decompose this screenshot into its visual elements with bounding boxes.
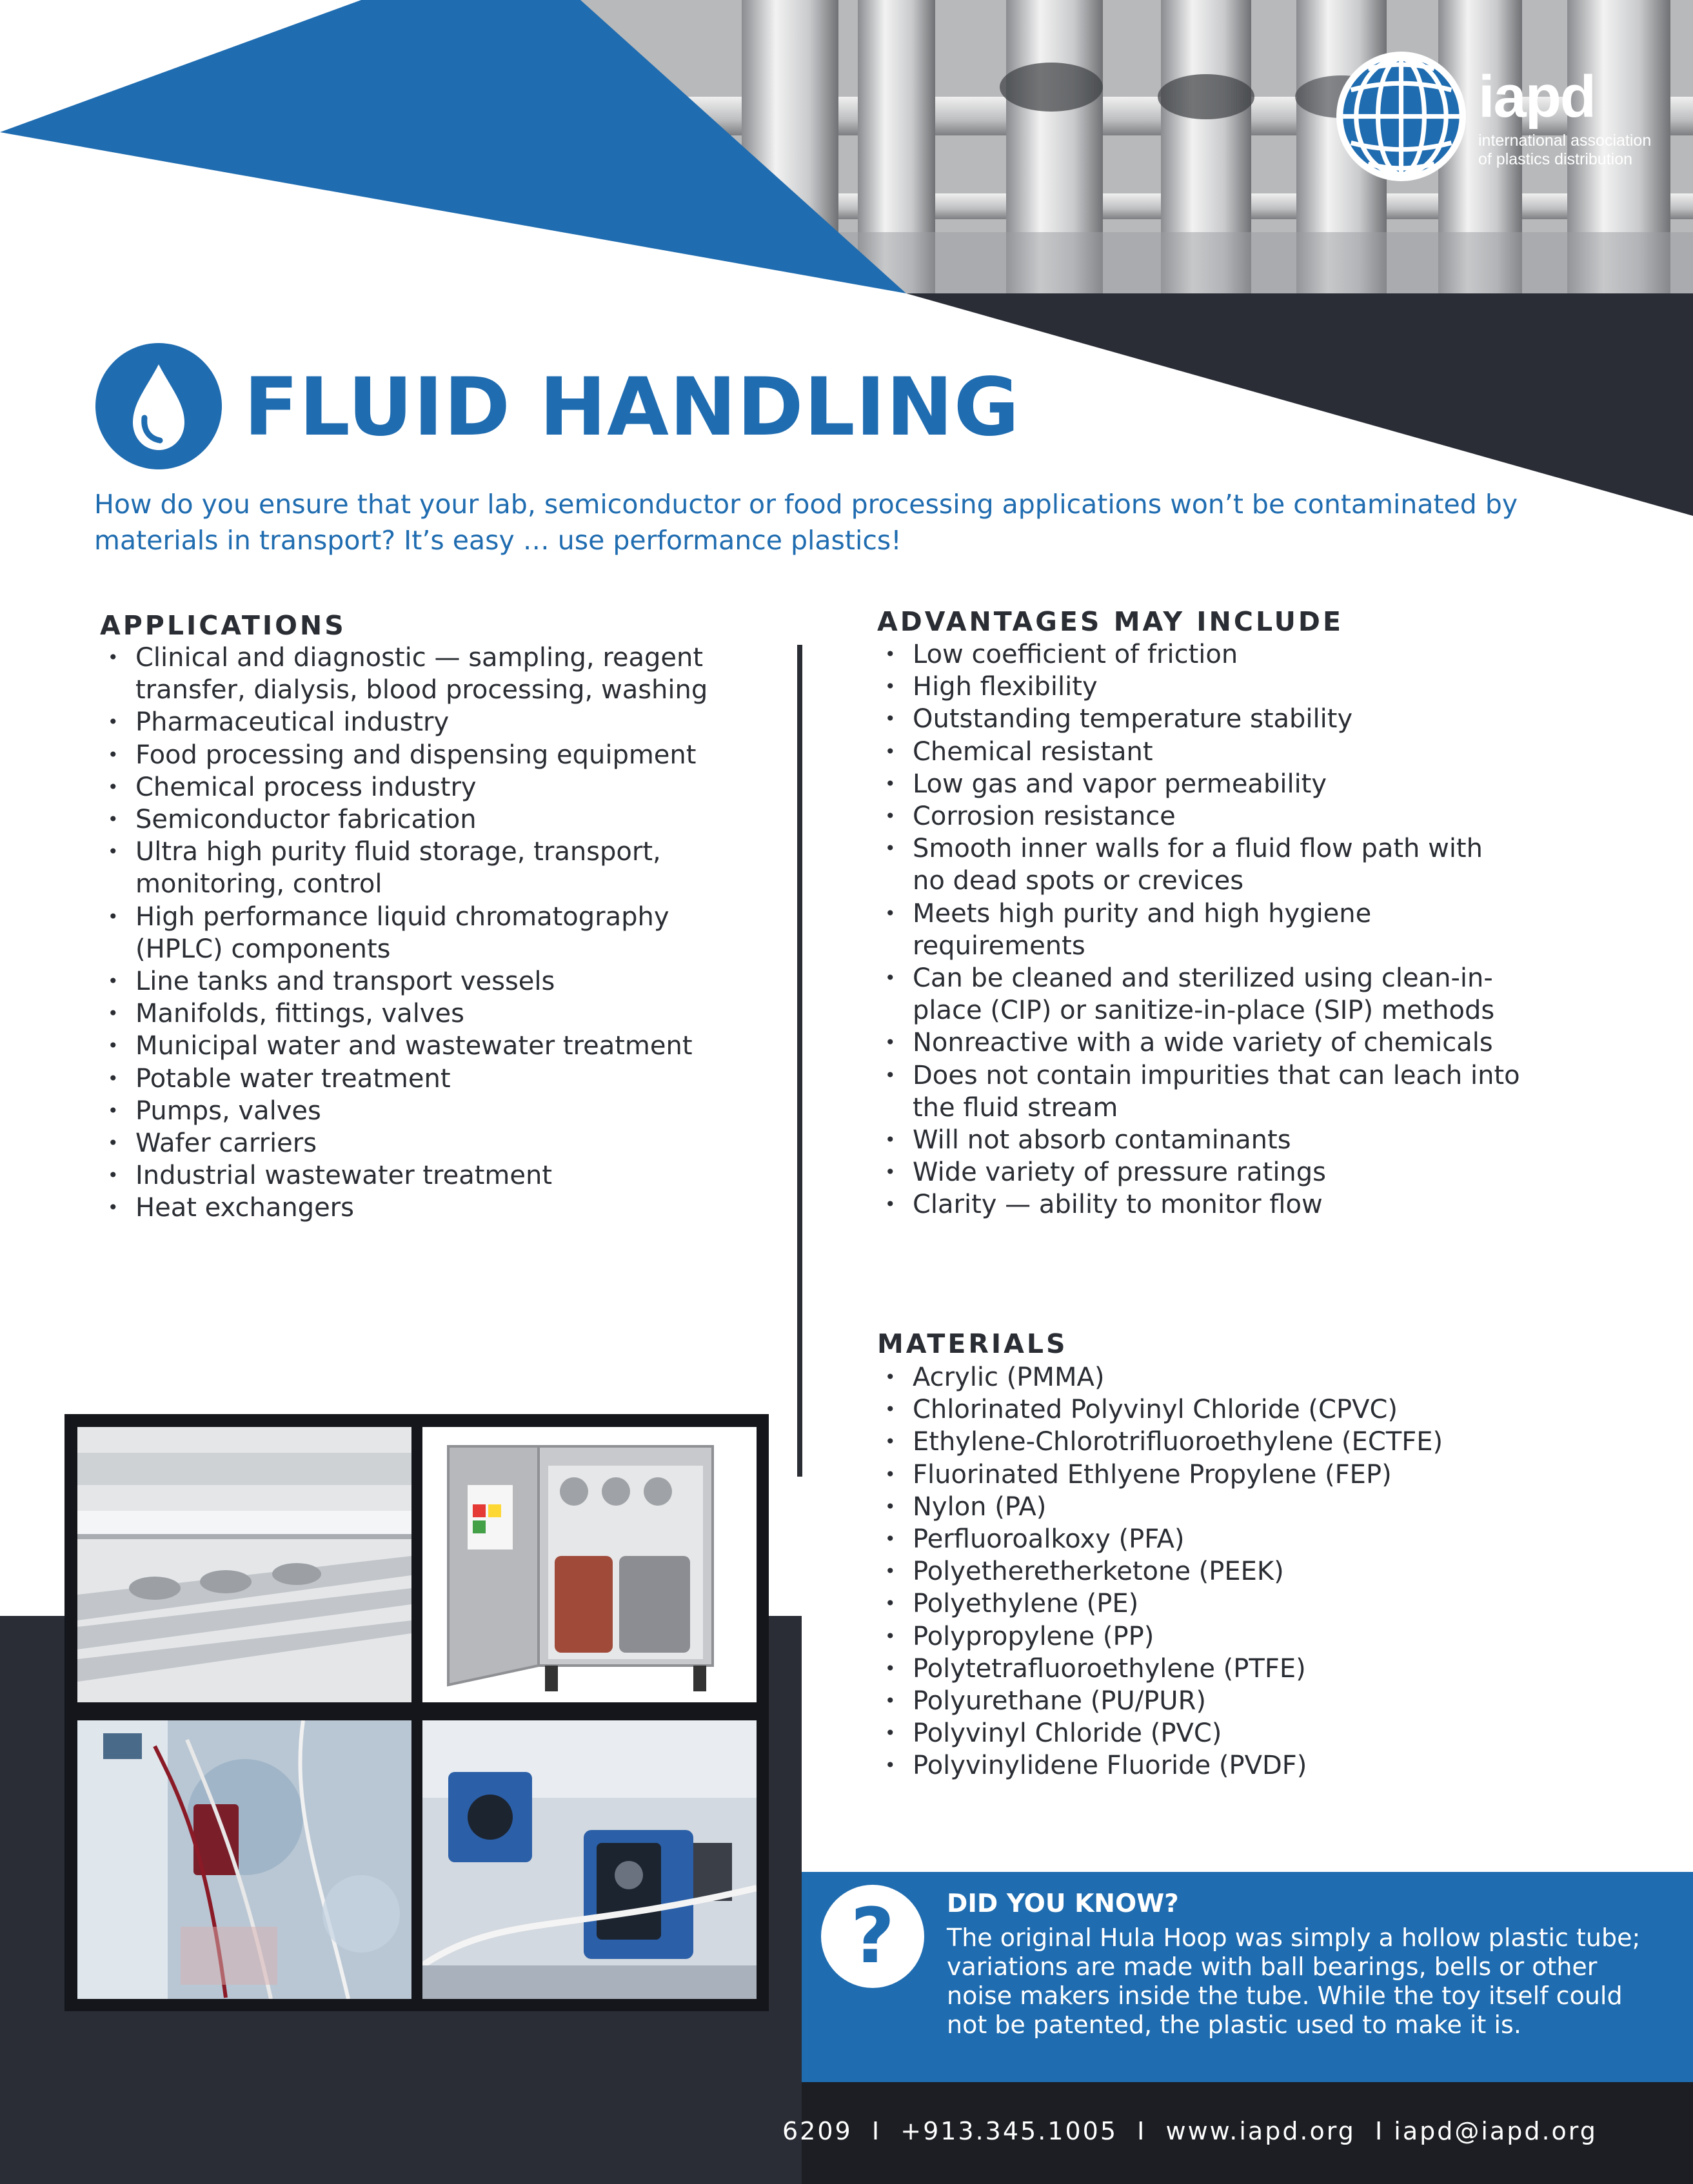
list-item: • Semiconductor fabrication [100,803,713,836]
logo-word: iapd [1478,64,1596,130]
list-item: • Clarity — ability to monitor flow [877,1188,1522,1221]
list-item: • Nylon (PA) [877,1491,1522,1523]
materials-list [877,1361,1522,1782]
list-item: • Perfluoroalkoxy (PFA) [877,1523,1522,1555]
water-drop-icon [94,342,223,471]
logo-subtitle [1478,132,1672,169]
list-item: • Low gas and vapor permeability [877,768,1522,800]
pipes-ceiling-photo [77,1427,411,1702]
question-mark-icon [819,1883,926,1990]
list-item: • Outstanding temperature stability [877,703,1522,735]
dialysis-photo [77,1720,411,1999]
page-title: FLUID HANDLING [244,361,1020,454]
list-item: • Manifolds, fittings, valves [100,998,713,1030]
list-item: • Chlorinated Polyvinyl Chloride (CPVC) [877,1393,1522,1426]
footer-contact: 6209 I +913.345.1005 I www.iapd.org I iapd@iapd.org [782,2117,1598,2145]
advantages-list [877,638,1522,1221]
list-item: • Polypropylene (PP) [877,1620,1522,1653]
svg-text:?: ? [850,1891,895,1980]
list-item: • Meets high purity and high hygiene requirements [877,898,1522,962]
list-item: • Potable water treatment [100,1063,713,1095]
list-item: • Municipal water and wastewater treatment [100,1030,713,1062]
list-item: • Ethylene-Chlorotrifluoroethylene (ECTFE) [877,1426,1522,1458]
list-item: • High flexibility [877,671,1522,703]
list-item: • Polyetheretherketone (PEEK) [877,1555,1522,1588]
iapd-logo [1335,50,1658,179]
list-item: • Does not contain impurities that can leach into the fluid stream [877,1059,1522,1124]
list-item: • Polyethylene (PE) [877,1588,1522,1620]
list-item: • Nonreactive with a wide variety of chemicals [877,1027,1522,1059]
list-item: • Industrial wastewater treatment [100,1159,713,1192]
list-item: • Wide variety of pressure ratings [877,1156,1522,1188]
list-item: • Pumps, valves [100,1095,713,1127]
list-item: • Clinical and diagnostic — sampling, reagent transfer, dialysis, blood processing, washing [100,642,713,706]
list-item: • Acrylic (PMMA) [877,1361,1522,1393]
applications-heading: APPLICATIONS [100,610,346,641]
list-item: • Can be cleaned and sterilized using clean-in-place (CIP) or sanitize-in-place (SIP) methods [877,962,1522,1027]
list-item: • Fluorinated Ethlyene Propylene (FEP) [877,1459,1522,1491]
globe-icon [1335,50,1467,182]
logo-sub-line2: of plastics distribution [1478,150,1633,168]
photo-grid [64,1414,769,2011]
column-divider [797,645,802,1477]
logo-sub-line1: international association [1478,132,1652,150]
list-item: • Line tanks and transport vessels [100,965,713,998]
list-item: • Chemical resistant [877,736,1522,768]
list-item: • Polyvinyl Chloride (PVC) [877,1717,1522,1749]
list-item: • Ultra high purity fluid storage, transport, monitoring, control [100,836,713,900]
list-item: • Chemical process industry [100,771,713,803]
did-you-know-heading: DID YOU KNOW? [947,1889,1179,1918]
advantages-heading: ADVANTAGES MAY INCLUDE [877,606,1343,637]
dispensing-cabinet-photo [422,1427,757,1702]
list-item: • Low coefficient of friction [877,638,1522,671]
list-item: • Corrosion resistance [877,800,1522,832]
list-item: • Polytetrafluoroethylene (PTFE) [877,1653,1522,1685]
intro-text: How do you ensure that your lab, semiconductor or food processing applications won’t be contaminated by materials in transport? It’s easy … use performance plastics! [94,489,1518,556]
list-item: • Food processing and dispensing equipment [100,739,713,771]
did-you-know-body: The original Hula Hoop was simply a hollow plastic tube; variations are made with ball bearings, bells or other noise makers inside the tube. While the toy itself could not be patented, the plastic used to make it is. [947,1923,1641,2039]
list-item: • Polyvinylidene Fluoride (PVDF) [877,1749,1522,1782]
list-item: • Polyurethane (PU/PUR) [877,1685,1522,1717]
list-item: • Heat exchangers [100,1192,713,1224]
applications-list [100,642,713,1225]
list-item: • High performance liquid chromatography (HPLC) components [100,901,713,965]
list-item: • Pharmaceutical industry [100,706,713,738]
list-item: • Will not absorb contaminants [877,1124,1522,1156]
metering-pumps-photo [422,1720,757,1999]
list-item: • Wafer carriers [100,1127,713,1159]
list-item: • Smooth inner walls for a fluid flow path with no dead spots or crevices [877,832,1522,897]
materials-heading: MATERIALS [877,1328,1068,1359]
